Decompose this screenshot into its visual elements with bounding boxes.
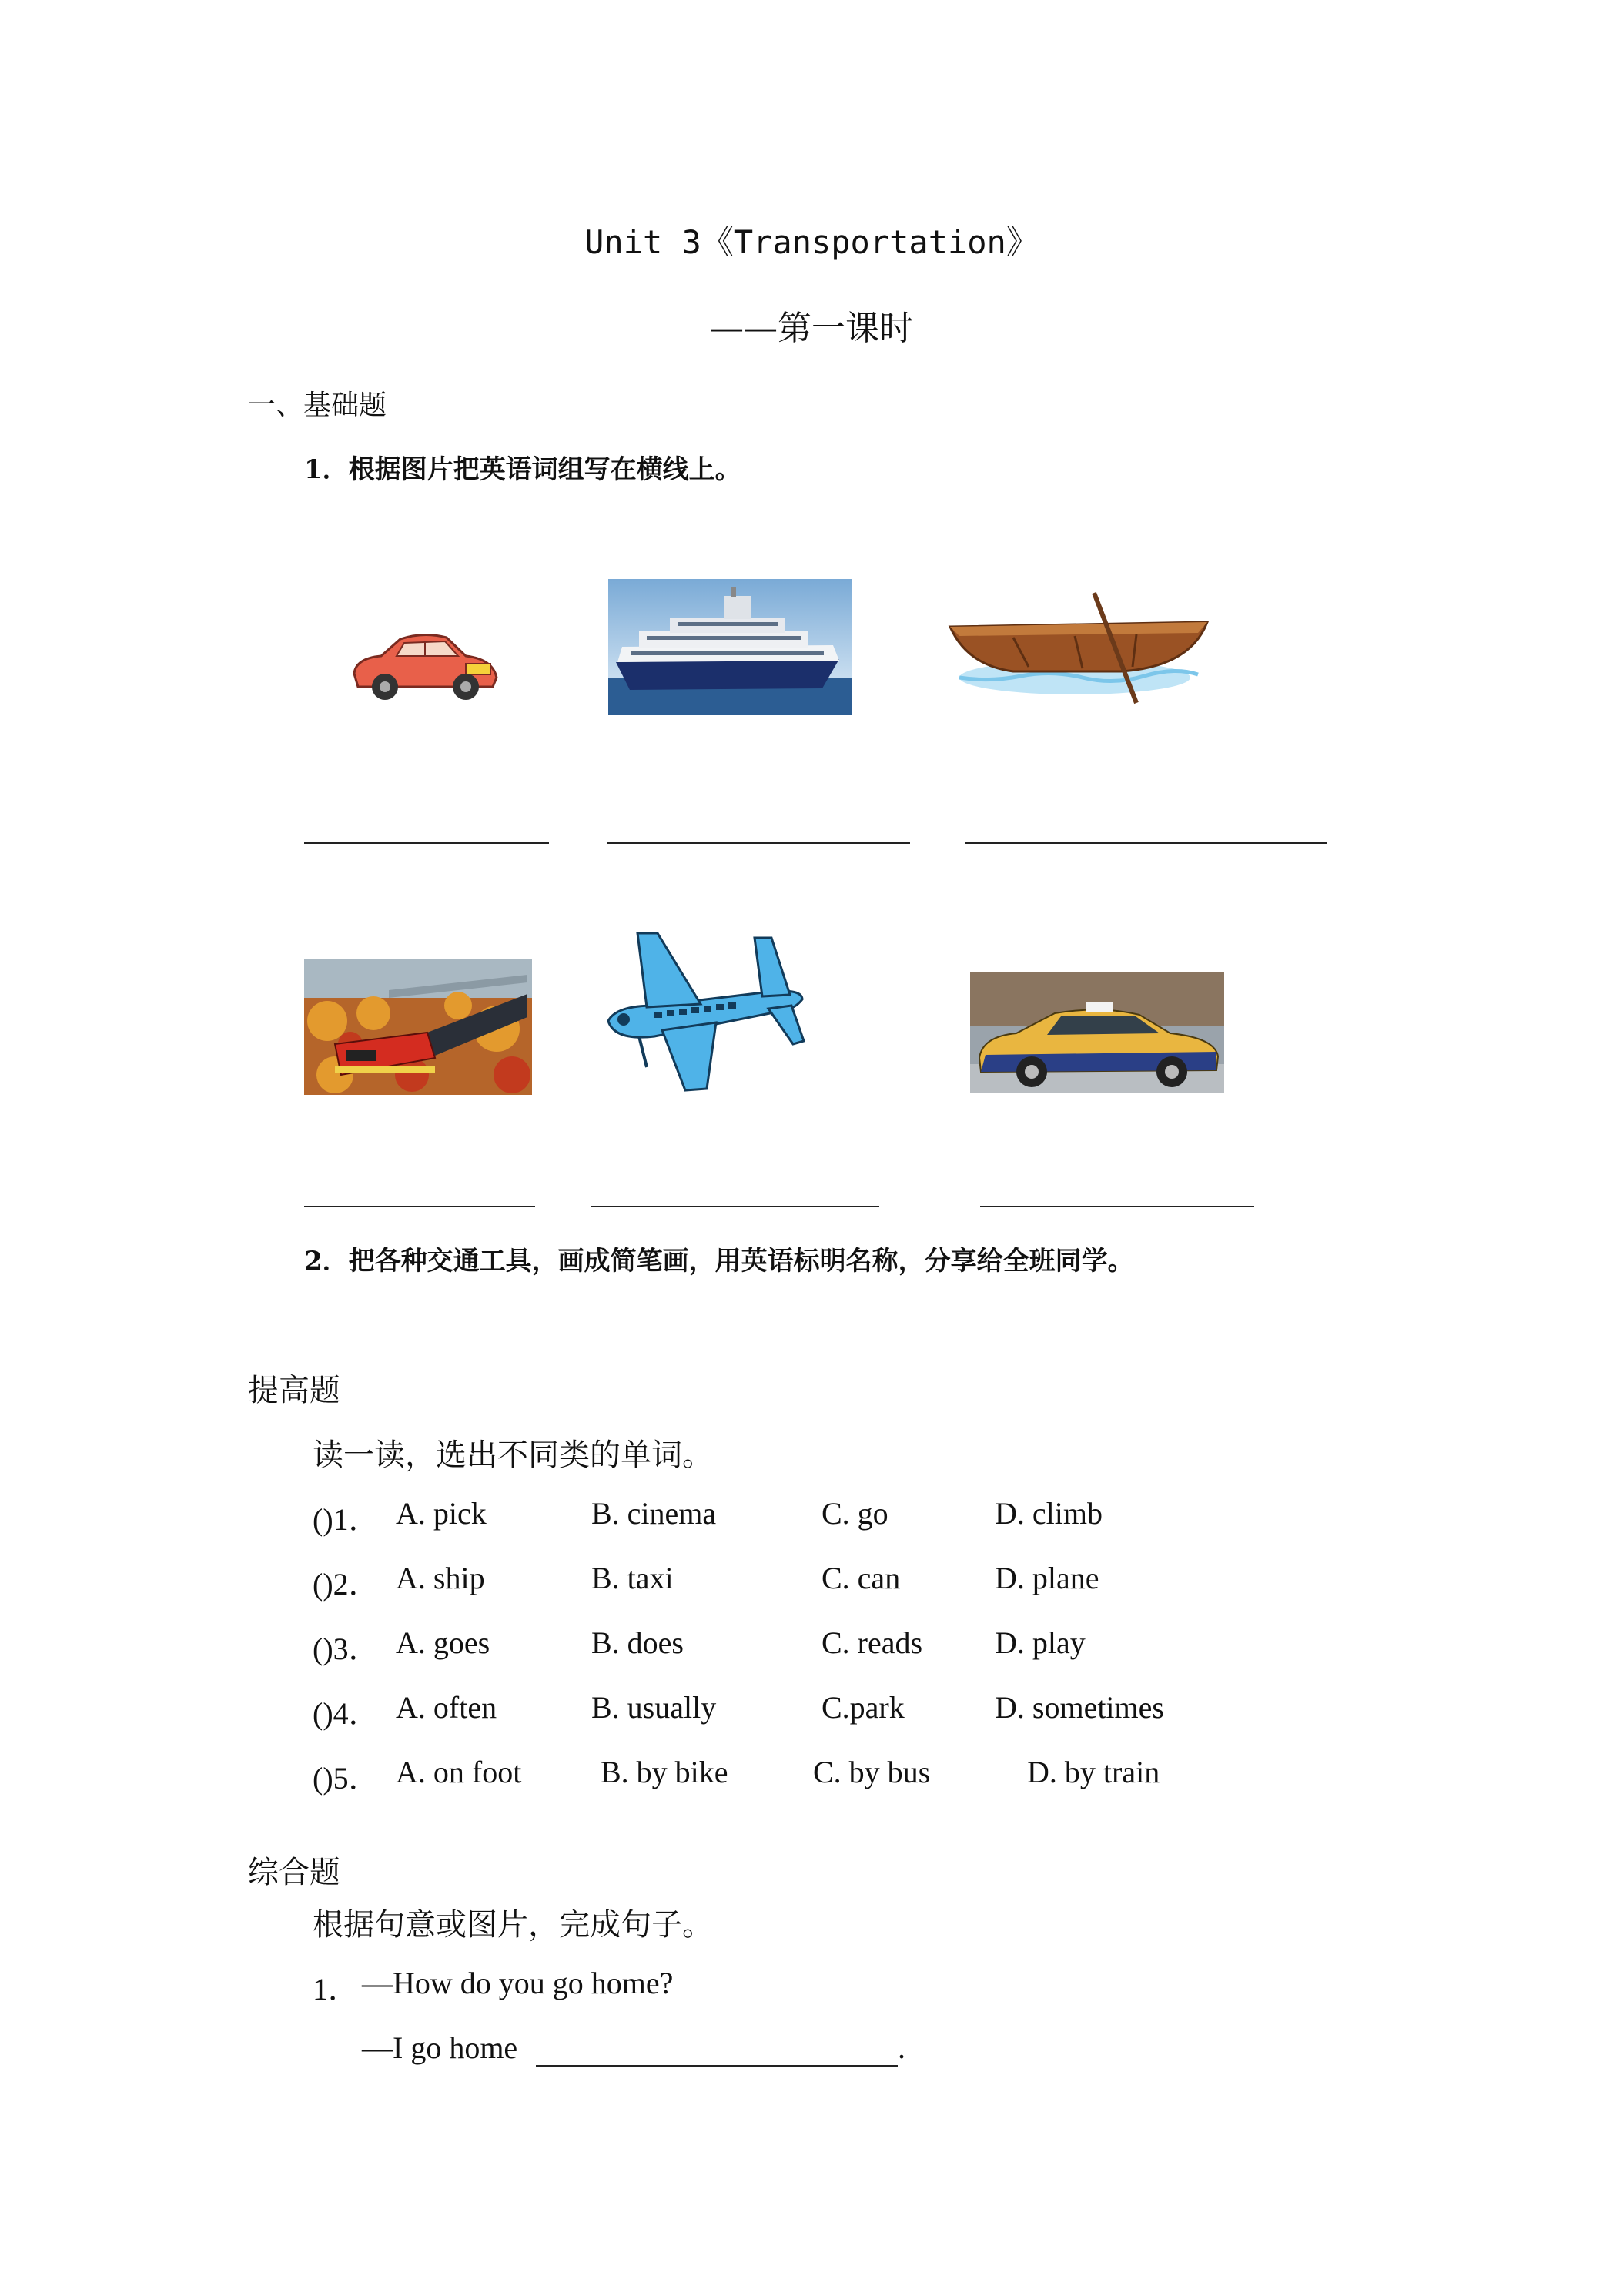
choice-item-number[interactable]: ()3．	[313, 1632, 380, 1666]
choice-item-number[interactable]: ()5．	[313, 1761, 380, 1796]
choice-item-number[interactable]: ()4．	[313, 1696, 380, 1731]
section-basic-heading: 一、基础题	[248, 390, 387, 421]
answer-line[interactable]	[304, 842, 549, 844]
choice-option-b[interactable]: B. does	[591, 1625, 684, 1660]
answer-line[interactable]	[980, 1206, 1254, 1207]
page-subtitle: ——第一课时	[710, 309, 913, 348]
comprehensive-question-number: 1．	[313, 1972, 359, 2006]
advanced-instruction: 读一读，选出不同类的单词。	[313, 1438, 713, 1473]
taxi-icon	[970, 972, 1224, 1093]
choice-option-b[interactable]: B. taxi	[591, 1561, 674, 1595]
choice-option-d[interactable]: D. sometimes	[995, 1690, 1164, 1725]
answer-line[interactable]	[965, 842, 1327, 844]
choice-item-number[interactable]: ()2．	[313, 1567, 380, 1602]
comprehensive-question: —How do you go home?	[362, 1966, 674, 2000]
basic-question-2: 2．把各种交通工具，画成简笔画，用英语标明名称，分享给全班同学。	[304, 1246, 1134, 1277]
choice-option-b[interactable]: B. usually	[591, 1690, 717, 1725]
cruise-ship-icon	[608, 579, 852, 715]
choice-option-a[interactable]: A. ship	[396, 1561, 485, 1595]
choice-option-a[interactable]: A. on foot	[396, 1755, 522, 1789]
answer-line[interactable]	[607, 842, 910, 844]
choice-option-a[interactable]: A. goes	[396, 1625, 490, 1660]
choice-option-d[interactable]: D. play	[995, 1625, 1086, 1660]
choice-option-c[interactable]: C. go	[822, 1496, 888, 1531]
section-comprehensive-heading: 综合题	[248, 1855, 340, 1890]
choice-option-d[interactable]: D. plane	[995, 1561, 1099, 1595]
comprehensive-instruction: 根据句意或图片，完成句子。	[313, 1907, 713, 1943]
car-icon	[339, 616, 508, 708]
rowboat-icon	[944, 591, 1213, 707]
answer-line[interactable]	[591, 1206, 879, 1207]
answer-line[interactable]	[536, 2065, 898, 2067]
choice-option-a[interactable]: A. pick	[396, 1496, 487, 1531]
airplane-icon	[601, 929, 813, 1095]
choice-option-c[interactable]: C. reads	[822, 1625, 923, 1660]
section-advanced-heading: 提高题	[248, 1373, 340, 1408]
choice-item-number[interactable]: ()1．	[313, 1502, 380, 1537]
choice-option-c[interactable]: C.park	[822, 1690, 905, 1725]
choice-option-b[interactable]: B. by bike	[601, 1755, 728, 1789]
choice-option-c[interactable]: C. by bus	[813, 1755, 931, 1789]
comprehensive-answer-prefix: —I go home	[362, 2030, 518, 2065]
choice-option-d[interactable]: D. climb	[995, 1496, 1103, 1531]
train-icon	[304, 959, 532, 1095]
choice-option-a[interactable]: A. often	[396, 1690, 497, 1725]
page-title: Unit 3《Transportation》	[584, 223, 1039, 261]
choice-option-c[interactable]: C. can	[822, 1561, 901, 1595]
choice-option-b[interactable]: B. cinema	[591, 1496, 717, 1531]
answer-line[interactable]	[304, 1206, 535, 1207]
comprehensive-answer-suffix: .	[898, 2030, 905, 2065]
basic-question-1: 1．根据图片把英语词组写在横线上。	[304, 454, 741, 485]
choice-option-d[interactable]: D. by train	[1027, 1755, 1160, 1789]
